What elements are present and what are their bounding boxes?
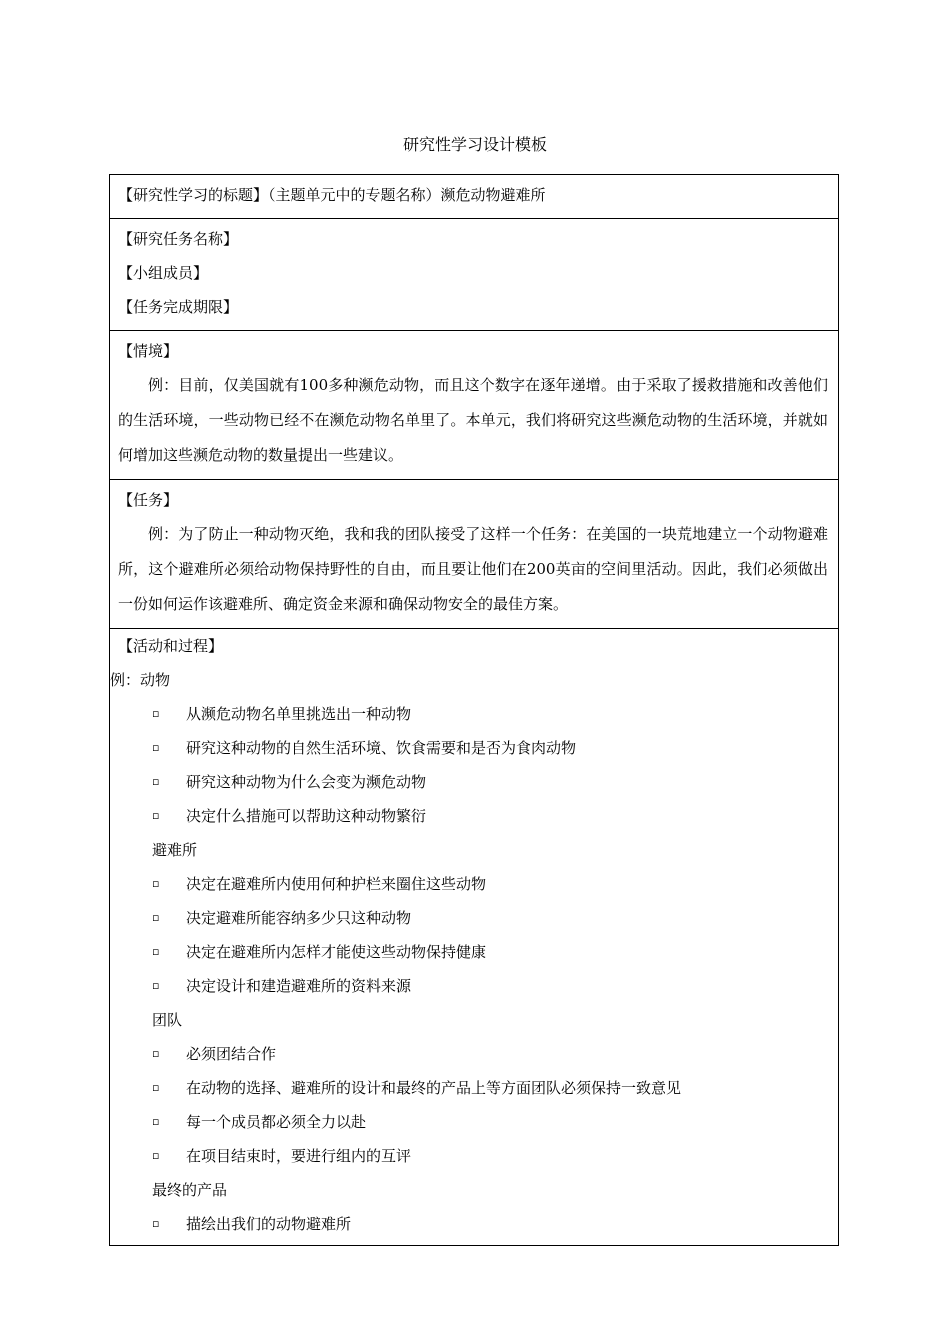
list-item xyxy=(118,1071,830,1105)
deadline-label: 【任务完成期限】 xyxy=(118,298,239,316)
list-item xyxy=(118,935,830,969)
activities-row xyxy=(110,628,838,1245)
list-item-text: 从濒危动物名单里挑选出一种动物 xyxy=(186,705,412,723)
list-item xyxy=(118,697,830,731)
activities-label: 【活动和过程】 xyxy=(118,637,224,655)
list-item xyxy=(118,969,830,1003)
list-item xyxy=(118,799,830,833)
group4-title: 最终的产品 xyxy=(152,1181,228,1199)
situation-text: 例：目前，仅美国就有100多种濒危动物，而且这个数字在逐年递增。由于采取了援救措施和改善他们的生活环境，一些动物已经不在濒危动物名单里了。本单元，我们将研究这些濒危动物的生活环境，并就如何增加这些濒危动物的数量提出一些建议。 xyxy=(118,376,828,464)
list-item xyxy=(118,1207,830,1241)
group3-list xyxy=(118,1037,830,1173)
list-item-text: 每一个成员都必须全力以赴 xyxy=(186,1113,367,1131)
list-item-text: 描绘出我们的动物避难所 xyxy=(186,1215,352,1233)
list-item xyxy=(118,1037,830,1071)
list-item-text: 决定在避难所内使用何种护栏来圈住这些动物 xyxy=(186,875,487,893)
bullet-icon: ▫ xyxy=(152,1115,160,1128)
group1-list xyxy=(118,697,830,833)
group3-title: 团队 xyxy=(152,1011,183,1029)
bullet-icon: ▫ xyxy=(152,877,160,890)
task-name-label: 【研究任务名称】 xyxy=(118,230,239,248)
list-item-text: 必须团结合作 xyxy=(186,1045,277,1063)
list-item-text: 决定什么措施可以帮助这种动物繁衍 xyxy=(186,807,427,825)
topic-text: 【研究性学习的标题】（主题单元中的专题名称）濒危动物避难所 xyxy=(118,186,546,204)
list-item xyxy=(118,901,830,935)
page-title: 研究性学习设计模板 xyxy=(402,135,547,154)
list-item-text: 研究这种动物为什么会变为濒危动物 xyxy=(186,773,427,791)
situation-row xyxy=(110,330,838,479)
bullet-icon: ▫ xyxy=(152,1081,160,1094)
list-item xyxy=(118,765,830,799)
members-label: 【小组成员】 xyxy=(118,264,209,282)
bullet-icon: ▫ xyxy=(152,911,160,924)
list-item-text: 决定设计和建造避难所的资料来源 xyxy=(186,977,412,995)
group2-list xyxy=(118,867,830,1003)
situation-label: 【情境】 xyxy=(118,342,179,360)
bullet-icon: ▫ xyxy=(152,1217,160,1230)
bullet-icon: ▫ xyxy=(152,979,160,992)
task-row xyxy=(110,479,838,628)
list-item xyxy=(118,1105,830,1139)
list-item-text: 研究这种动物的自然生活环境、饮食需要和是否为食肉动物 xyxy=(186,739,577,757)
bullet-icon: ▫ xyxy=(152,707,160,720)
bullet-icon: ▫ xyxy=(152,809,160,822)
list-item xyxy=(118,1139,830,1173)
activities-intro: 例：动物 xyxy=(110,671,171,689)
bullet-icon: ▫ xyxy=(152,775,160,788)
list-item-text: 决定避难所能容纳多少只这种动物 xyxy=(186,909,412,927)
group2-title: 避难所 xyxy=(152,841,198,859)
bullet-icon: ▫ xyxy=(152,945,160,958)
info-row xyxy=(110,218,838,330)
list-item-text: 决定在避难所内怎样才能使这些动物保持健康 xyxy=(186,943,487,961)
bullet-icon: ▫ xyxy=(152,741,160,754)
bullet-icon: ▫ xyxy=(152,1047,160,1060)
list-item-text: 在项目结束时，要进行组内的互评 xyxy=(186,1147,412,1165)
list-item xyxy=(118,867,830,901)
list-item xyxy=(118,731,830,765)
group4-list xyxy=(118,1207,830,1241)
task-label: 【任务】 xyxy=(118,491,179,509)
list-item-text: 在动物的选择、避难所的设计和最终的产品上等方面团队必须保持一致意见 xyxy=(186,1079,682,1097)
topic-row xyxy=(110,175,838,218)
bullet-icon: ▫ xyxy=(152,1149,160,1162)
task-text: 例：为了防止一种动物灭绝，我和我的团队接受了这样一个任务：在美国的一块荒地建立一个动物避难所，这个避难所必须给动物保持野性的自由，而且要让他们在200英亩的空间里活动。因此，我们必须做出一份如何运作该避难所、确定资金来源和确保动物安全的最佳方案。 xyxy=(118,525,828,613)
design-template-table xyxy=(109,174,839,1246)
